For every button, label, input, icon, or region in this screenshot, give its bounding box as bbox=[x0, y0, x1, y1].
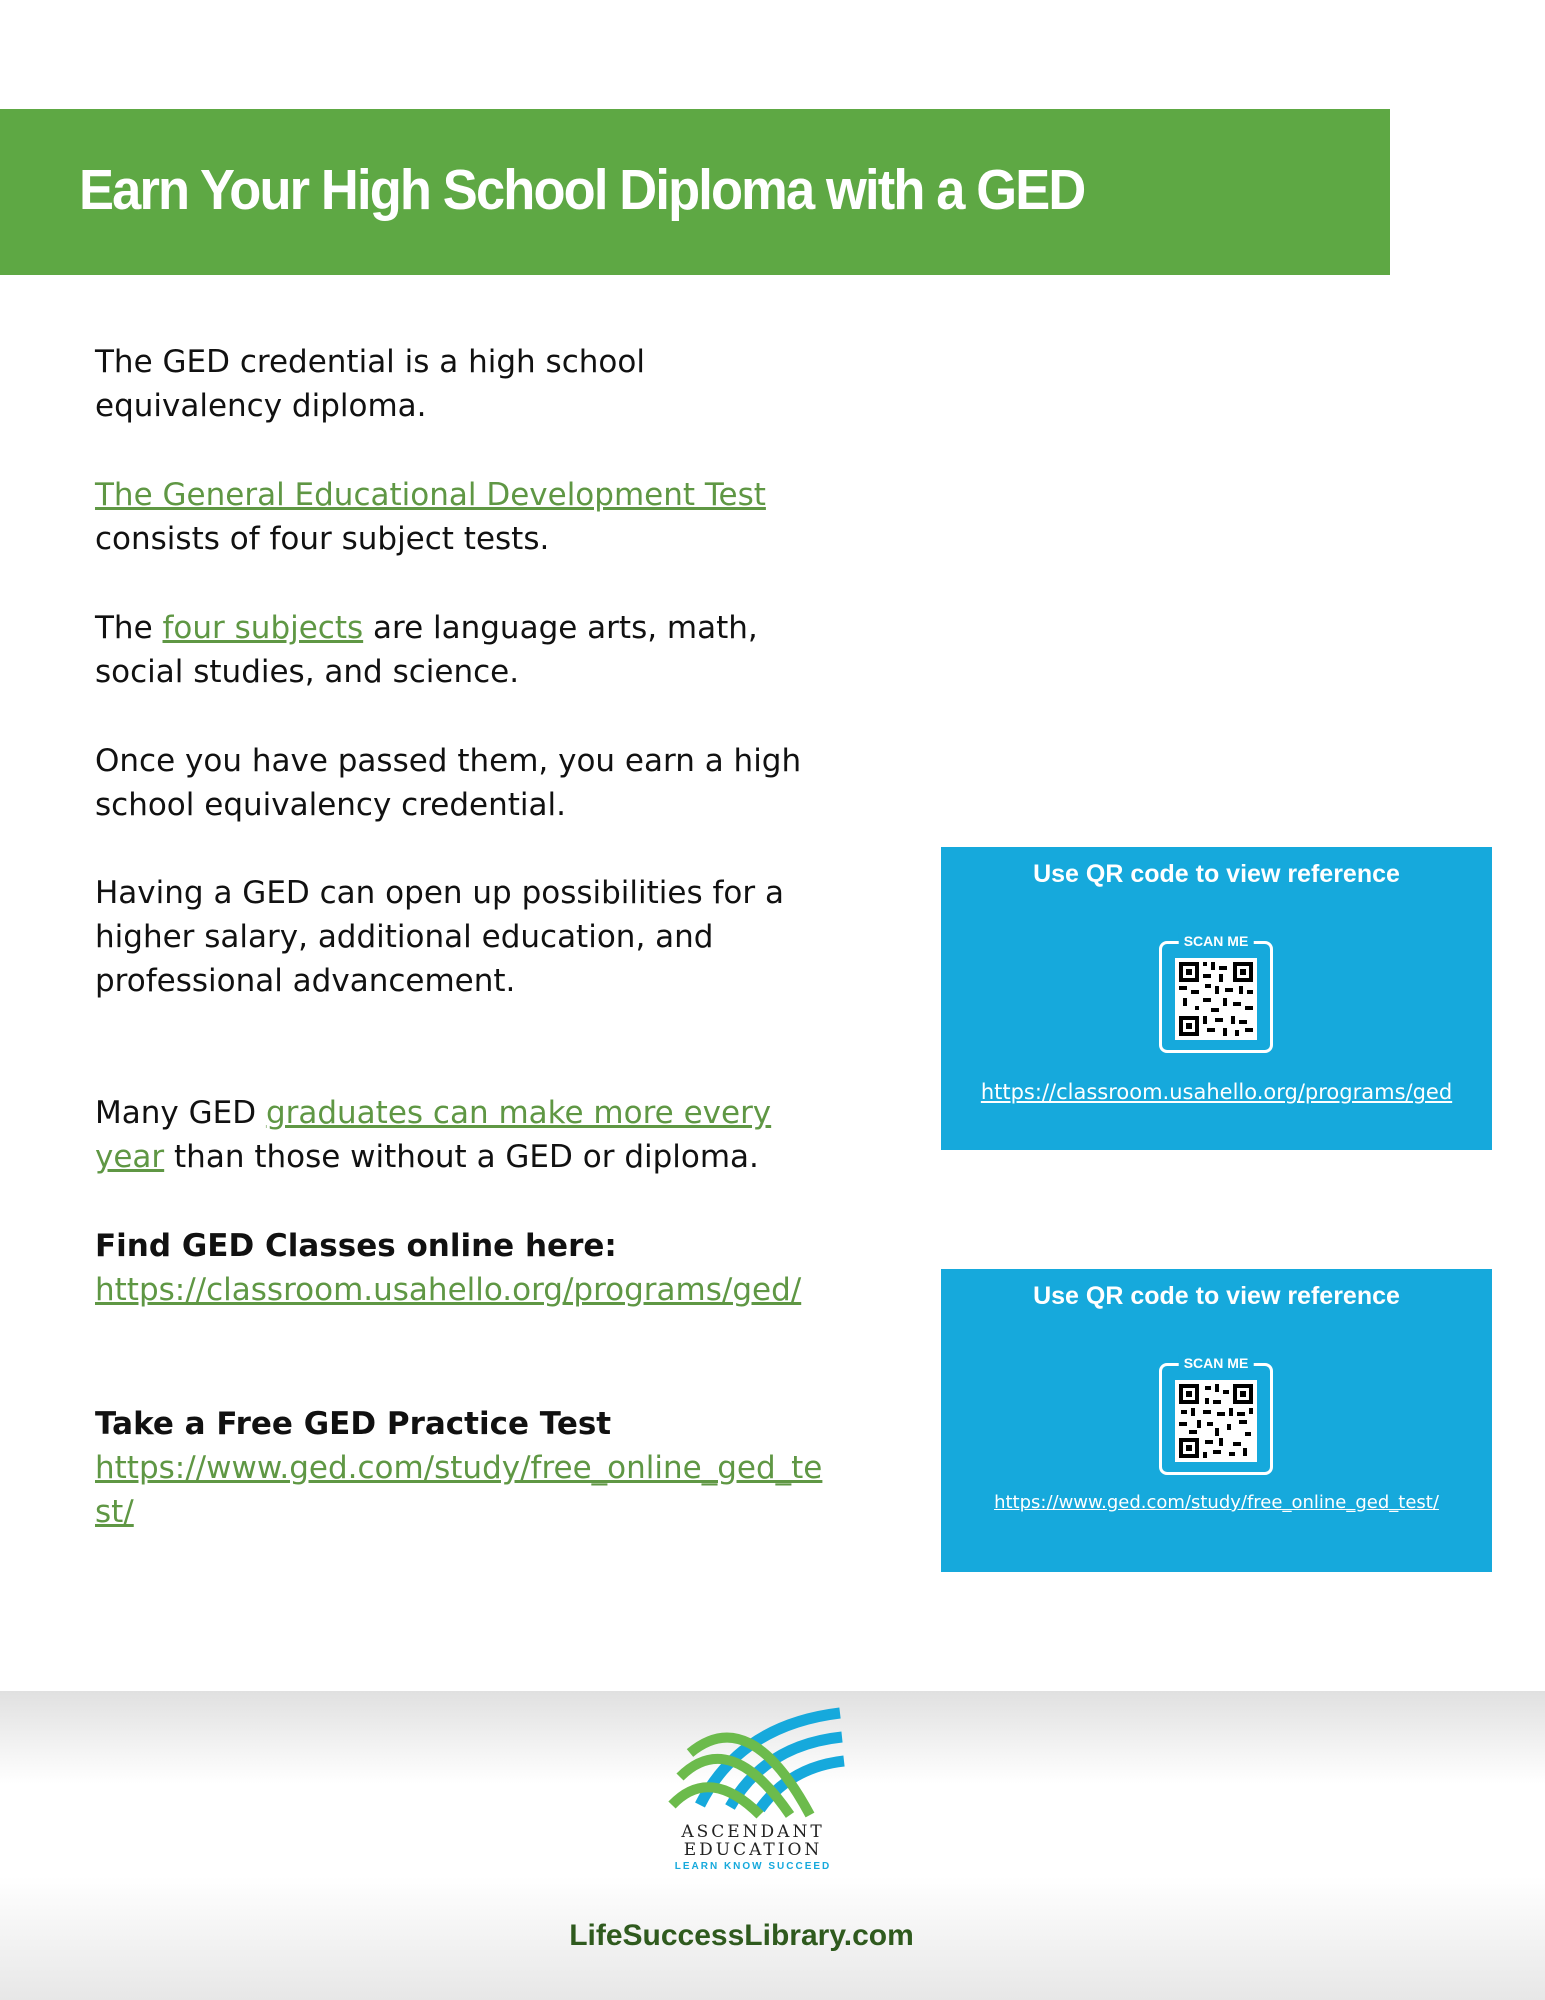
scan-me-label: SCAN ME bbox=[1179, 1355, 1254, 1371]
classes-heading: Find GED Classes online here: bbox=[95, 1228, 617, 1264]
earnings-paragraph bbox=[95, 1091, 825, 1179]
scan-me-label: SCAN ME bbox=[1179, 933, 1254, 949]
logo-tagline: LEARN KNOW SUCCEED bbox=[674, 1861, 832, 1872]
ged-test-link[interactable]: The General Educational Development Test bbox=[95, 477, 766, 513]
practice-test-link[interactable]: https://www.ged.com/study/free_online_ged_test/ bbox=[95, 1450, 823, 1530]
logo-arcs-icon bbox=[660, 1705, 846, 1825]
intro-paragraph bbox=[95, 340, 825, 428]
four-subjects-link[interactable]: four subjects bbox=[162, 610, 364, 646]
earnings-text: than those without a GED or diploma. bbox=[164, 1139, 759, 1175]
title-banner bbox=[0, 109, 1390, 275]
subjects-prefix: The bbox=[95, 610, 163, 646]
test-paragraph bbox=[95, 473, 825, 561]
qr-card-heading: Use QR code to view reference bbox=[1033, 1282, 1400, 1310]
intro-text: The GED credential is a high school equivalency diploma. bbox=[95, 344, 645, 424]
qr-code[interactable] bbox=[1175, 1380, 1257, 1462]
subjects-paragraph bbox=[95, 606, 825, 694]
qr-frame bbox=[1159, 1355, 1273, 1475]
qr-card-classes bbox=[941, 847, 1492, 1150]
credential-paragraph bbox=[95, 739, 825, 827]
ascendant-education-logo bbox=[660, 1705, 846, 1880]
credential-text: Once you have passed them, you earn a high school equivalency credential. bbox=[95, 743, 802, 823]
site-url[interactable]: LifeSuccessLibrary.com bbox=[569, 1919, 914, 1952]
qr-card-practice-test bbox=[941, 1269, 1492, 1572]
logo-name: ASCENDANT EDUCATION bbox=[681, 1822, 825, 1860]
qr-card-url[interactable]: https://www.ged.com/study/free_online_ged_test/ bbox=[994, 1492, 1439, 1513]
earnings-prefix: Many GED bbox=[95, 1095, 266, 1131]
subjects-text: are language arts, math, social studies, and science. bbox=[95, 610, 758, 690]
classes-link[interactable]: https://classroom.usahello.org/programs/ged/ bbox=[95, 1272, 802, 1308]
practice-heading: Take a Free GED Practice Test bbox=[95, 1406, 612, 1442]
test-paragraph-text: consists of four subject tests. bbox=[95, 521, 550, 557]
graduates-earn-link[interactable]: graduates can make more every year bbox=[95, 1095, 772, 1175]
classes-section bbox=[95, 1224, 825, 1312]
benefits-text: Having a GED can open up possibilities for a higher salary, additional education, and professional advancement. bbox=[95, 875, 784, 999]
qr-frame bbox=[1159, 933, 1273, 1053]
qr-card-heading: Use QR code to view reference bbox=[1033, 860, 1400, 888]
page-title: Earn Your High School Diploma with a GED bbox=[79, 158, 1085, 222]
qr-code[interactable] bbox=[1175, 958, 1257, 1040]
qr-card-url[interactable]: https://classroom.usahello.org/programs/ged bbox=[980, 1080, 1453, 1104]
practice-section bbox=[95, 1402, 825, 1534]
footer bbox=[0, 1691, 1545, 2000]
benefits-paragraph bbox=[95, 871, 825, 1003]
